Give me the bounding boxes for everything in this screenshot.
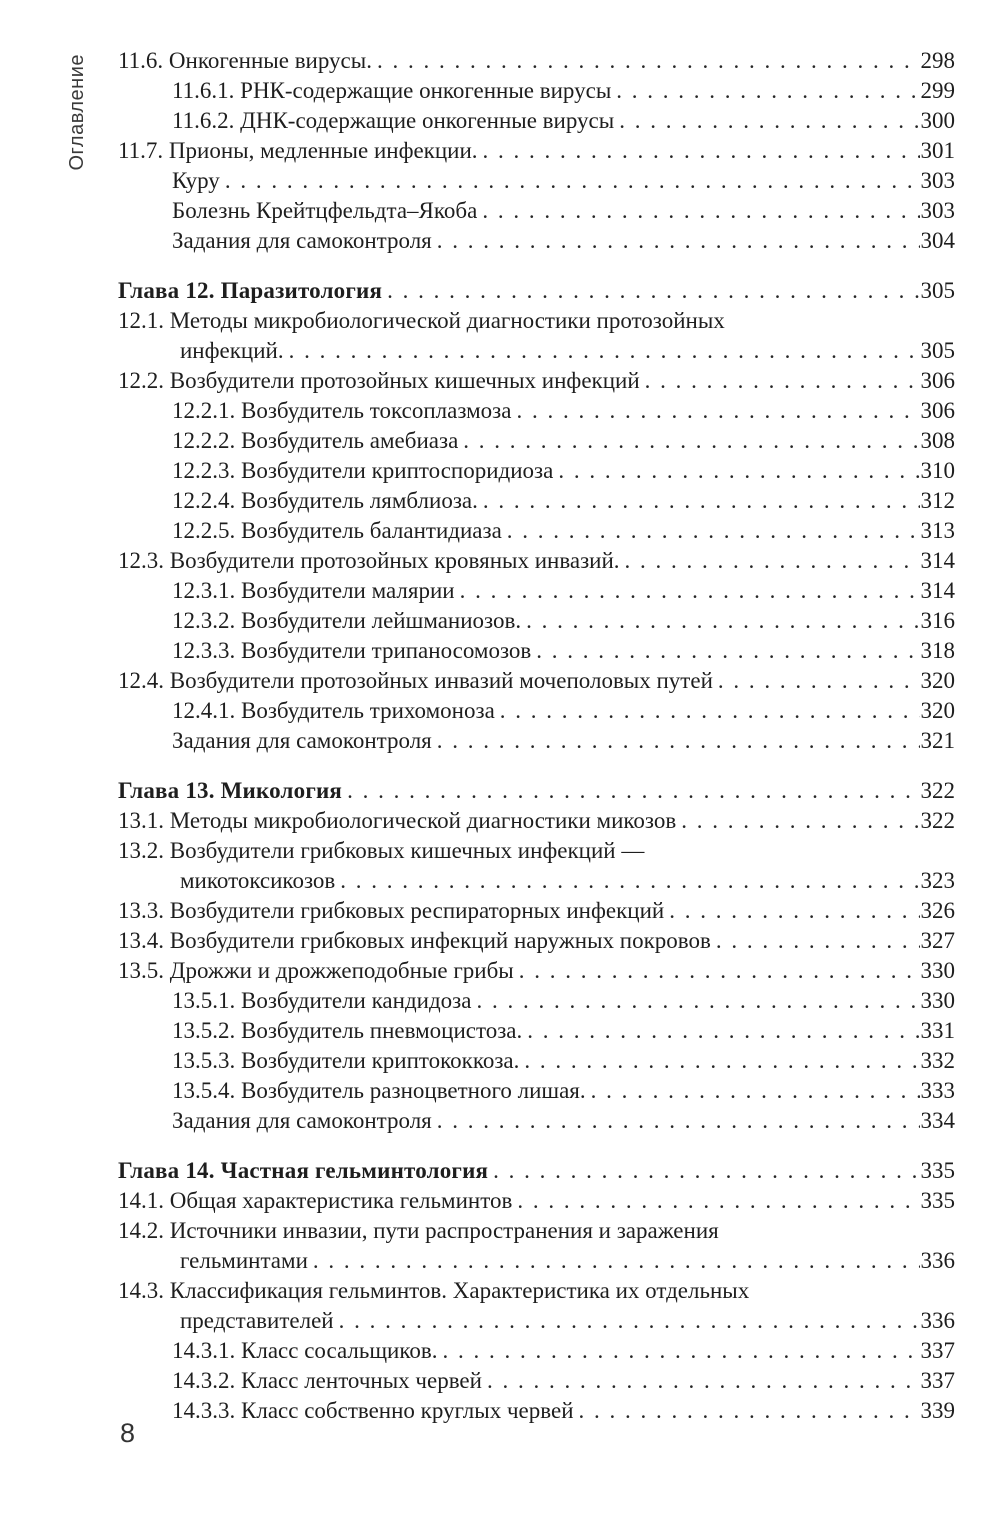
dot-leader (482, 196, 919, 226)
dot-leader (437, 726, 920, 756)
toc-row (118, 666, 955, 696)
toc-row (118, 896, 955, 926)
page-number: 8 (120, 1418, 136, 1448)
toc-entry-title: 12.2. Возбудители протозойных кишечных инфекций (118, 368, 640, 393)
toc-row (118, 456, 955, 486)
toc-page-number: 304 (920, 228, 955, 253)
toc-row (118, 1336, 955, 1366)
toc-entry-title: 14.3.3. Класс собственно круглых червей (172, 1398, 574, 1423)
dot-leader (519, 956, 920, 986)
toc-entry-title: 11.6.1. РНК-содержащие онкогенные вирусы (172, 78, 612, 103)
toc-row (118, 226, 955, 256)
toc-page-number: 306 (920, 368, 955, 393)
toc-page-number: 333 (920, 1078, 955, 1103)
dot-leader (340, 866, 919, 896)
toc-row (118, 136, 955, 166)
toc-row (118, 806, 955, 836)
dot-leader (339, 1306, 920, 1336)
toc-row (118, 1216, 955, 1246)
toc-entry-title: 14.2. Источники инвазии, пути распространения и заражения (118, 1218, 719, 1243)
toc-entry-title: 13.3. Возбудители грибковых респираторных инфекций (118, 898, 665, 923)
toc-entry-title: представителей (180, 1308, 334, 1333)
toc-page-number: 313 (920, 518, 955, 543)
toc-entry-title: 14.3. Классификация гельминтов. Характеристика их отдельных (118, 1278, 750, 1303)
toc-entry-title: 13.5.4. Возбудитель разноцветного лишая. (172, 1078, 586, 1103)
toc-row (118, 426, 955, 456)
dot-leader (591, 1076, 920, 1106)
toc-row (118, 336, 955, 366)
toc-entry-title: 13.5.1. Возбудители кандидоза (172, 988, 472, 1013)
dot-leader (289, 336, 920, 366)
toc-page-number: 300 (920, 108, 955, 133)
toc-row (118, 1306, 955, 1336)
toc-row (118, 1366, 955, 1396)
toc-row (118, 956, 955, 986)
toc-page-number: 323 (920, 868, 955, 893)
toc-page-number: 335 (920, 1158, 955, 1183)
toc-page-number: 336 (920, 1308, 955, 1333)
dot-leader (718, 666, 920, 696)
toc-entry-title: Болезнь Крейтцфельдта–Якоба (172, 198, 478, 223)
toc-entry-title: Глава 12. Паразитология (118, 278, 383, 303)
toc-entry-title: 13.5.2. Возбудитель пневмоцистоза. (172, 1018, 523, 1043)
dot-leader (716, 926, 920, 956)
toc-page-number: 314 (920, 548, 955, 573)
dot-leader (437, 226, 920, 256)
toc-entry-title: 14.3.2. Класс ленточных червей (172, 1368, 482, 1393)
toc-row (118, 1076, 955, 1106)
toc-entry-title: Задания для самоконтроля (172, 1108, 432, 1133)
toc-page-number: 308 (920, 428, 955, 453)
toc-entry-title: 11.6.2. ДНК-содержащие онкогенные вирусы (172, 108, 615, 133)
toc-entry-title: 11.6. Онкогенные вирусы. (118, 48, 372, 73)
toc-entry-title: 12.4. Возбудители протозойных инвазий мочеполовых путей (118, 668, 713, 693)
toc-entry-title: 12.1. Методы микробиологической диагностики протозойных (118, 308, 725, 333)
dot-leader (507, 516, 920, 546)
toc-chapter-row (118, 276, 955, 306)
toc-row (118, 196, 955, 226)
dot-leader (460, 576, 920, 606)
toc-chapter-row (118, 1156, 955, 1186)
toc-page-number: 320 (920, 668, 955, 693)
dot-leader (526, 606, 919, 636)
toc-page-number: 322 (920, 778, 955, 803)
dot-leader (377, 46, 920, 76)
dot-leader (347, 776, 919, 806)
dot-leader (387, 276, 919, 306)
toc-row (118, 606, 955, 636)
dot-leader (558, 456, 919, 486)
toc-row (118, 546, 955, 576)
dot-leader (476, 986, 919, 1016)
toc-row (118, 696, 955, 726)
toc-row (118, 986, 955, 1016)
dot-leader (483, 486, 920, 516)
toc-entry-title: инфекций. (180, 338, 284, 363)
toc-page-number: 330 (920, 988, 955, 1013)
toc-list (118, 46, 955, 1426)
toc-row (118, 1046, 955, 1076)
dot-leader (536, 636, 919, 666)
toc-row (118, 1396, 955, 1426)
toc-row (118, 926, 955, 956)
toc-page-number: 326 (920, 898, 955, 923)
dot-leader (517, 1186, 919, 1216)
toc-entry-title: 13.5.3. Возбудители криптококкоза. (172, 1048, 520, 1073)
toc-page-number: 299 (920, 78, 955, 103)
toc-entry-title: 12.3.2. Возбудители лейшманиозов. (172, 608, 522, 633)
dot-leader (500, 696, 920, 726)
toc-page-number: 316 (920, 608, 955, 633)
toc-row (118, 576, 955, 606)
toc-page-number: 322 (920, 808, 955, 833)
toc-entry-title: 12.4.1. Возбудитель трихомоноза (172, 698, 495, 723)
toc-page-number: 337 (920, 1368, 955, 1393)
toc-row (118, 726, 955, 756)
toc-row (118, 1246, 955, 1276)
toc-entry-title: 12.2.2. Возбудитель амебиаза (172, 428, 459, 453)
toc-entry-title: 12.2.1. Возбудитель токсоплазмоза (172, 398, 512, 423)
dot-leader (437, 1106, 920, 1136)
toc-row (118, 1276, 955, 1306)
toc-entry-title: 12.3.1. Возбудители малярии (172, 578, 455, 603)
dot-leader (524, 1046, 919, 1076)
toc-row (118, 106, 955, 136)
toc-entry-title: 12.2.3. Возбудители криптоспоридиоза (172, 458, 554, 483)
dot-leader (669, 896, 919, 926)
toc-row (118, 516, 955, 546)
toc-page-number: 303 (920, 168, 955, 193)
dot-leader (313, 1246, 920, 1276)
toc-page-number: 337 (920, 1338, 955, 1363)
toc-entry-title: 12.2.5. Возбудитель балантидиаза (172, 518, 502, 543)
toc-entry-title: 13.5. Дрожжи и дрожжеподобные грибы (118, 958, 514, 983)
dot-leader (487, 1366, 920, 1396)
toc-page-number: 332 (920, 1048, 955, 1073)
dot-leader (616, 76, 919, 106)
toc-entry-title: Задания для самоконтроля (172, 228, 432, 253)
toc-entry-title: Куру (172, 168, 220, 193)
toc-page-number: 312 (920, 488, 955, 513)
toc-page-number: 303 (920, 198, 955, 223)
dot-leader (579, 1396, 920, 1426)
toc-entry-title: Глава 14. Частная гельминтология (118, 1158, 489, 1183)
toc-row (118, 1106, 955, 1136)
toc-row (118, 366, 955, 396)
toc-row (118, 166, 955, 196)
dot-leader (483, 136, 920, 166)
toc-entry-title: 11.7. Прионы, медленные инфекции. (118, 138, 478, 163)
toc-entry-title: 14.1. Общая характеристика гельминтов (118, 1188, 513, 1213)
toc-entry-title: 12.3.3. Возбудители трипаносомозов (172, 638, 532, 663)
dot-leader (516, 396, 919, 426)
toc-entry-title: 12.3. Возбудители протозойных кровяных инвазий. (118, 548, 620, 573)
toc-page-number: 301 (920, 138, 955, 163)
toc-row (118, 486, 955, 516)
toc-page-number: 330 (920, 958, 955, 983)
toc-row (118, 396, 955, 426)
toc-entry-title: 14.3.1. Класс сосальщиков. (172, 1338, 438, 1363)
toc-row (118, 306, 955, 336)
toc-entry-title: Задания для самоконтроля (172, 728, 432, 753)
toc-page-number: 298 (920, 48, 955, 73)
dot-leader (527, 1016, 919, 1046)
toc-chapter-row (118, 776, 955, 806)
toc-page-number: 306 (920, 398, 955, 423)
margin-section-label: Оглавление (66, 54, 88, 171)
dot-leader (225, 166, 920, 196)
toc-row (118, 46, 955, 76)
toc-entry-title: 13.4. Возбудители грибковых инфекций наружных покровов (118, 928, 711, 953)
toc-page-number: 314 (920, 578, 955, 603)
dot-leader (493, 1156, 919, 1186)
toc-page-number: 321 (920, 728, 955, 753)
toc-page-number: 305 (920, 338, 955, 363)
toc-page-number: 335 (920, 1188, 955, 1213)
dot-leader (619, 106, 919, 136)
toc-page-number: 318 (920, 638, 955, 663)
toc-page-number: 305 (920, 278, 955, 303)
dot-leader (645, 366, 920, 396)
dot-leader (681, 806, 919, 836)
toc-page-number: 320 (920, 698, 955, 723)
toc-page-number: 336 (920, 1248, 955, 1273)
toc-page-number: 331 (920, 1018, 955, 1043)
toc-row (118, 636, 955, 666)
toc-page-number: 339 (920, 1398, 955, 1423)
dot-leader (625, 546, 920, 576)
toc-entry-title: Глава 13. Микология (118, 778, 343, 803)
toc-row (118, 836, 955, 866)
toc-row (118, 866, 955, 896)
dot-leader (463, 426, 919, 456)
toc-entry-title: микотоксикозов (180, 868, 336, 893)
toc-entry-title: 13.1. Методы микробиологической диагностики микозов (118, 808, 677, 833)
toc-page-number: 327 (920, 928, 955, 953)
toc-row (118, 1186, 955, 1216)
toc-page-number: 310 (920, 458, 955, 483)
dot-leader (442, 1336, 919, 1366)
toc-entry-title: 13.2. Возбудители грибковых кишечных инфекций — (118, 838, 645, 863)
toc-row (118, 76, 955, 106)
toc-entry-title: гельминтами (180, 1248, 308, 1273)
toc-page-number: 334 (920, 1108, 955, 1133)
toc-row (118, 1016, 955, 1046)
toc-entry-title: 12.2.4. Возбудитель лямблиоза. (172, 488, 478, 513)
